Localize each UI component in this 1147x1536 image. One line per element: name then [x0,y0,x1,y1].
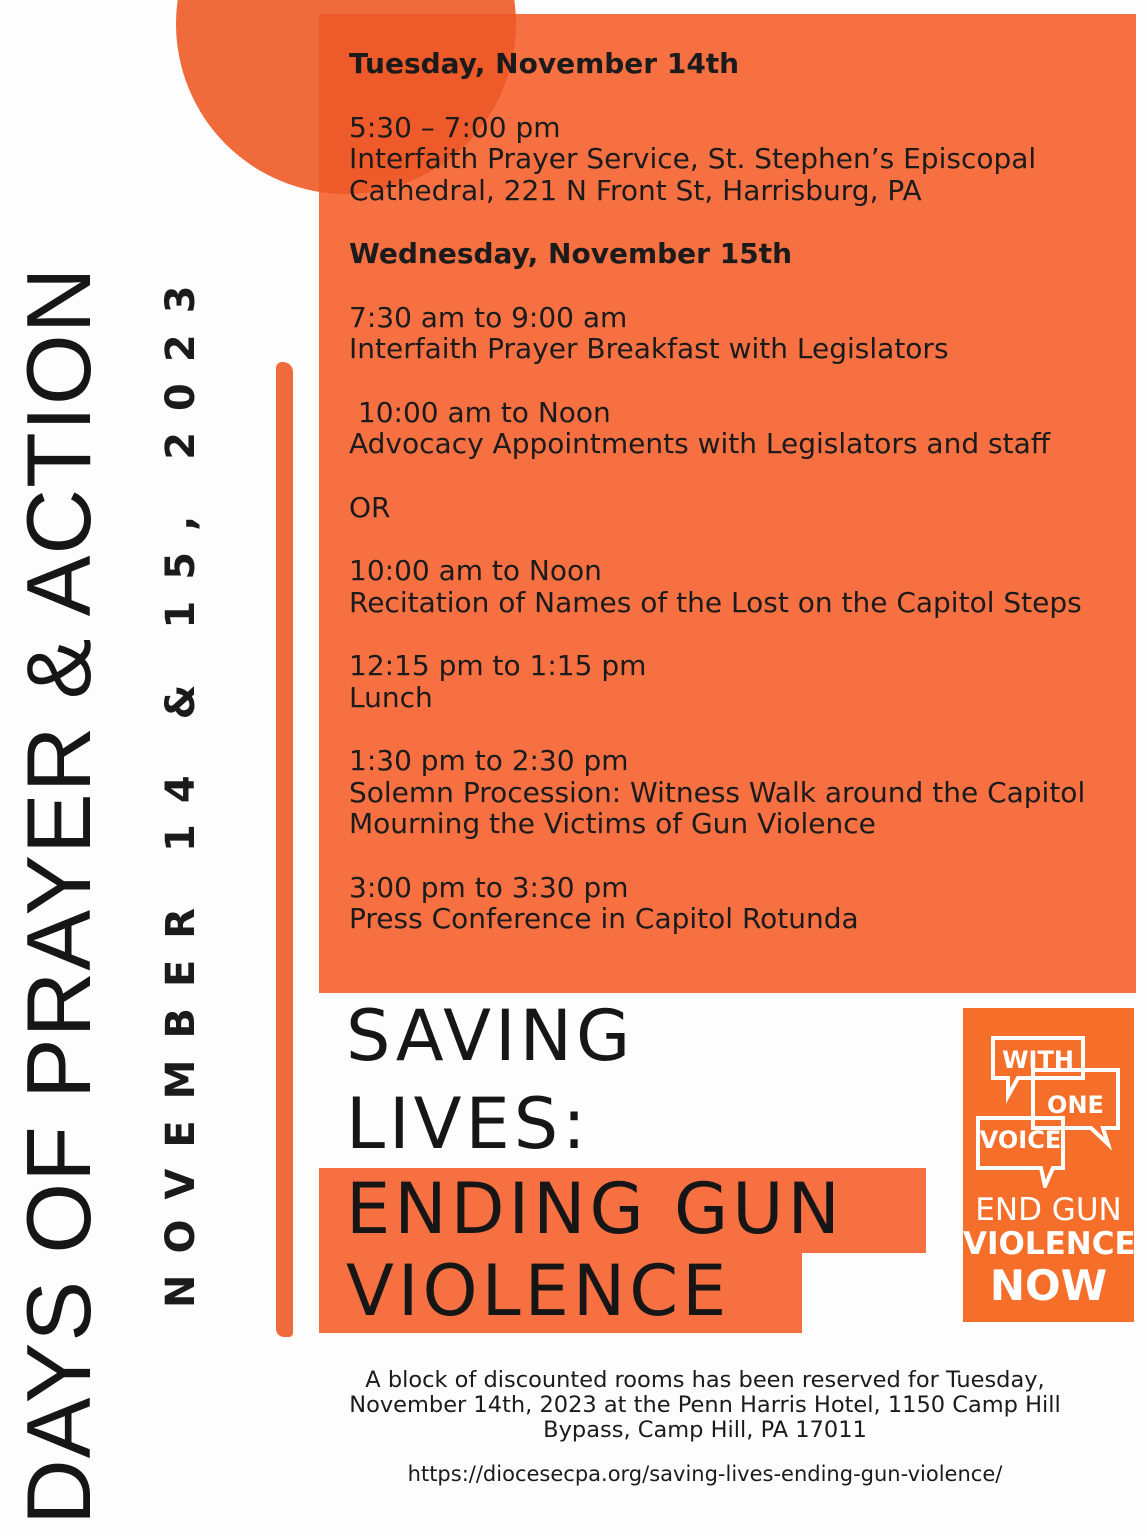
vertical-date: NOVEMBER 14 & 15, 2023 [158,264,204,1308]
logo-line1: END GUN [975,1192,1122,1228]
logo-line2: VIOLENCE [963,1226,1136,1262]
item2-event: Advocacy Appointments with Legislators and staff [349,427,1051,460]
item4-event: Lunch [349,680,433,714]
day2-heading: Wednesday, November 15th [349,237,793,270]
hotel-note-line2: November 14th, 2023 at the Penn Harris Hotel, 1150 Camp Hill [349,1392,1061,1418]
or-text: OR [349,490,391,524]
headline-line1: SAVING [346,995,635,1077]
item1-event: Interfaith Prayer Breakfast with Legislators [349,332,949,365]
end-gun-violence-logo [963,1008,1134,1322]
item1-time: 7:30 am to 9:00 am [349,300,628,334]
hotel-note-line1: A block of discounted rooms has been reserved for Tuesday, [365,1367,1045,1393]
vertical-title: DAYS OF PRAYER & ACTION [9,266,110,1525]
day1-event-line1: Interfaith Prayer Service, St. Stephen’s Episcopal [349,142,1037,175]
day1-heading: Tuesday, November 14th [349,47,740,80]
logo-bubble3: VOICE [979,1126,1062,1154]
item3-event: Recitation of Names of the Lost on the Capitol Steps [349,585,1082,619]
headline-line2: LIVES: [346,1083,590,1165]
brush-stripe [276,362,293,1337]
logo-line3: NOW [989,1261,1108,1310]
schedule [349,48,1129,935]
logo-bubble1: WITH [1002,1046,1074,1074]
logo-bubble2: ONE [1047,1091,1104,1119]
website-link[interactable]: https://diocesecpa.org/saving-lives-ending-gun-violence/ [407,1462,1003,1486]
item5-event-line1: Solemn Procession: Witness Walk around the Capitol [349,775,1086,809]
item5-time: 1:30 pm to 2:30 pm [349,744,629,777]
hotel-note [320,1368,1090,1443]
item3-time: 10:00 am to Noon [349,554,602,587]
headline-line4: VIOLENCE [346,1250,731,1332]
day1-time: 5:30 – 7:00 pm [349,110,561,144]
hotel-note-line3: Bypass, Camp Hill, PA 17011 [543,1417,867,1443]
item2-time: 10:00 am to Noon [349,395,611,429]
item6-time: 3:00 pm to 3:30 pm [349,870,629,904]
item4-time: 12:15 pm to 1:15 pm [349,649,647,682]
headline-line3: ENDING GUN [346,1168,844,1250]
day1-event-line2: Cathedral, 221 N Front St, Harrisburg, PA [349,173,922,207]
item6-event: Press Conference in Capitol Rotunda [349,902,859,935]
item5-event-line2: Mourning the Victims of Gun Violence [349,807,876,840]
